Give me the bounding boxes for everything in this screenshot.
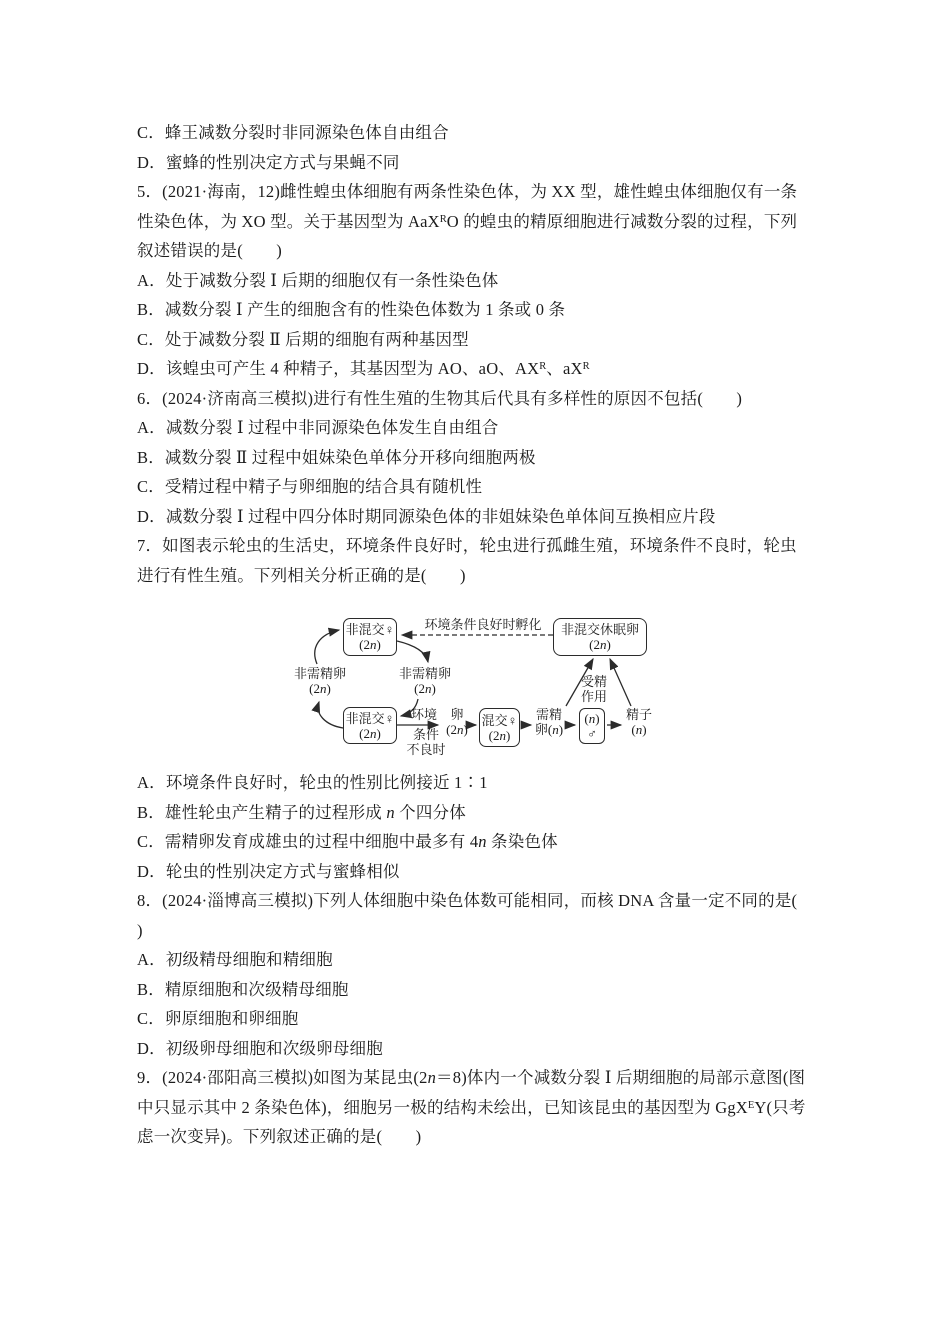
text-run: 5．(2021·海南，12)雌性蝗虫体细胞有两条性染色体，为 XX 型，雄性蝗虫体细胞仅有一条	[137, 182, 798, 201]
text-run: C．蜂王减数分裂时非同源染色体自由组合	[137, 123, 449, 142]
label-unfertilized-egg-mid	[399, 666, 451, 696]
q8-stem-line1	[137, 886, 950, 916]
label-text-line	[406, 727, 445, 742]
text-run: 非需精卵	[398, 666, 452, 681]
text-run: 环境	[410, 707, 438, 722]
label-hatch-when-good	[424, 617, 541, 632]
text-run: (2	[446, 722, 457, 737]
superscript-allele: R	[539, 361, 547, 372]
q6-stem	[137, 384, 950, 414]
text-run: 条染色体	[486, 832, 558, 851]
text-run: )	[326, 681, 331, 696]
q7-stem-line2	[137, 561, 950, 591]
label-text-line	[446, 722, 468, 737]
text-run: 中只显示其中 2 条染色体)，细胞另一极的结构未绘出，已知该昆虫的基因型为 GgX	[137, 1097, 748, 1117]
text-run: A．环境条件良好时，轮虫的性别比例接近 1∶1	[137, 773, 488, 792]
italic-variable: n	[319, 681, 327, 696]
text-run: 环境条件良好时孵化	[424, 617, 542, 632]
text-run: 8．(2024·淄博高三模拟)下列人体细胞中染色体数可能相同，而核 DNA 含量一定不同的是(	[137, 891, 798, 910]
text-run: (	[584, 711, 589, 726]
q9-stem-line1	[137, 1063, 950, 1093]
text-run: 卵	[450, 707, 464, 722]
q5-stem-line1	[137, 177, 950, 207]
text-run: 非需精卵	[293, 666, 347, 681]
text-run: ＝8)体内一个减数分裂 Ⅰ 后期细胞的局部示意图(图	[436, 1068, 806, 1087]
box-text-line	[580, 711, 604, 726]
q5-option-b	[137, 295, 950, 325]
italic-variable: n	[386, 802, 395, 822]
text-run: C．处于减数分裂 Ⅱ 后期的细胞有两种基因型	[137, 329, 469, 349]
text-run: 卵(	[534, 722, 553, 737]
q5-option-c	[137, 325, 950, 355]
q8-option-a	[137, 945, 950, 975]
text-run: 7．如图表示轮虫的生活史，环境条件良好时，轮虫进行孤雌生殖，环境条件不良时，轮虫	[137, 536, 797, 555]
text-run: D．该蝗虫可产生 4 种精子，其基因型为 AO、aO、AX	[137, 359, 540, 378]
label-env-bad-top	[411, 707, 437, 722]
q7-option-c	[137, 827, 950, 857]
q9-stem-line2	[137, 1093, 950, 1123]
text-block-bottom	[137, 768, 950, 1152]
text-run: Y(只考	[754, 1097, 806, 1117]
text-run: 作用	[580, 689, 608, 704]
rotifer-life-cycle-figure	[137, 590, 950, 768]
q5-stem-line2	[137, 207, 950, 237]
q6-option-c	[137, 472, 950, 502]
text-run: A．初级精母细胞和精细胞	[137, 950, 333, 969]
text-run: (2	[414, 681, 425, 696]
box-text-line	[580, 726, 604, 741]
q8-stem-line2	[137, 916, 950, 946]
label-fertilization	[581, 674, 607, 704]
superscript-allele: E	[747, 1099, 755, 1111]
text-run: B．精原细胞和次级精母细胞	[137, 979, 349, 999]
text-run: )	[606, 637, 611, 652]
text-run: (2	[359, 637, 370, 652]
label-text-line	[294, 681, 346, 696]
italic-variable: n	[457, 722, 464, 737]
box-text-line	[480, 713, 519, 728]
box-mixing-female	[479, 708, 520, 747]
q5-option-a	[137, 266, 950, 296]
text-run: (2	[488, 727, 500, 743]
box-nonmixing-female-top	[343, 618, 397, 656]
text-run: 受精	[580, 674, 608, 689]
label-text-line	[626, 722, 652, 737]
label-text-line	[626, 707, 652, 722]
q5-option-d	[137, 354, 950, 384]
text-run: 非混交休眠卵	[560, 622, 639, 637]
text-run: (	[631, 722, 636, 737]
label-text-line	[294, 666, 346, 681]
italic-variable: n	[370, 725, 377, 741]
text-run: )	[431, 681, 436, 696]
italic-variable: n	[552, 722, 559, 737]
text-run: 叙述错误的是( )	[137, 241, 282, 260]
text-run: D．蜜蜂的性别决定方式与果蝇不同	[137, 152, 400, 172]
label-text-line	[446, 707, 468, 722]
label-text-line	[581, 674, 607, 689]
text-block-top	[137, 118, 950, 590]
text-run: C．需精卵发育成雄虫的过程中细胞中最多有 4	[137, 832, 479, 851]
diagram-canvas	[285, 610, 675, 766]
q7-option-a	[137, 768, 950, 798]
box-text-line	[344, 711, 396, 726]
box-nonmixing-dormant-egg	[553, 618, 647, 656]
q7-option-b	[137, 798, 950, 828]
label-text-line	[411, 707, 437, 722]
italic-variable: n	[600, 637, 607, 652]
label-text-line	[424, 617, 541, 632]
q4-option-d	[137, 148, 950, 178]
label-text-line	[399, 681, 451, 696]
box-text-line	[344, 637, 396, 652]
text-run: 虑一次变异)。下列叙述正确的是( )	[137, 1127, 422, 1146]
arrow-leftegg-to-topfemale	[315, 630, 339, 664]
text-run: 6．(2024·济南高三模拟)进行有性生殖的生物其后代具有多样性的原因不包括( )	[137, 388, 743, 408]
text-run: ♂	[587, 726, 597, 741]
q7-option-d	[137, 857, 950, 887]
superscript-allele: R	[439, 213, 447, 225]
italic-variable: n	[478, 832, 487, 851]
label-sperm	[626, 707, 652, 737]
text-run: B．减数分裂 Ⅱ 过程中姐妹染色单体分开移向细胞两极	[137, 447, 536, 467]
q6-option-d	[137, 502, 950, 532]
text-run: D．初级卵母细胞和次级卵母细胞	[137, 1038, 383, 1058]
text-run: 条件	[412, 727, 440, 742]
text-run: B．减数分裂 Ⅰ 产生的细胞含有的性染色体数为 1 条或 0 条	[137, 300, 566, 319]
text-run: 性染色体，为 XO 型。关于基因型为 AaX	[137, 211, 440, 231]
arrow-bottomfemale-to-leftegg	[318, 702, 343, 728]
text-run: )	[463, 722, 468, 737]
text-run: )	[506, 727, 511, 743]
box-text-line	[344, 622, 396, 637]
text-run: )	[642, 722, 647, 737]
q6-option-a	[137, 413, 950, 443]
box-nonmixing-female-bottom	[343, 707, 397, 744]
text-run: )	[376, 637, 381, 652]
italic-variable: n	[424, 681, 432, 696]
label-text-line	[535, 707, 563, 722]
box-text-line	[480, 728, 519, 743]
label-egg-needs-sperm	[535, 707, 563, 737]
text-run: D．轮虫的性别决定方式与蜜蜂相似	[137, 861, 400, 881]
q4-option-c	[137, 118, 950, 148]
label-text-line	[581, 689, 607, 704]
text-run: (2	[359, 725, 370, 741]
italic-variable: n	[370, 637, 377, 652]
italic-variable: n	[635, 722, 643, 737]
label-egg-2n	[446, 707, 468, 737]
text-run: 不良时	[406, 742, 446, 757]
text-run: A．减数分裂 Ⅰ 过程中非同源染色体发生自由组合	[137, 418, 499, 437]
q8-option-b	[137, 975, 950, 1005]
text-run: A．处于减数分裂 Ⅰ 后期的细胞仅有一条性染色体	[137, 270, 499, 290]
text-run: 非混交♀	[345, 622, 395, 637]
text-run: 精子	[625, 707, 653, 722]
text-run: 个四分体	[394, 802, 466, 822]
italic-variable: n	[499, 727, 506, 743]
text-run: C．受精过程中精子与卵细胞的结合具有随机性	[137, 477, 483, 496]
label-unfertilized-egg-left	[294, 666, 346, 696]
q6-option-b	[137, 443, 950, 473]
q8-option-d	[137, 1034, 950, 1064]
text-run: 9．(2024·邵阳高三模拟)如图为某昆虫(2	[137, 1068, 428, 1087]
text-run: )	[558, 722, 564, 737]
text-run: D．减数分裂 Ⅰ 过程中四分体时期同源染色体的非姐妹染色单体间互换相应片段	[137, 506, 716, 526]
arrow-fertilization-right	[610, 659, 631, 706]
label-text-line	[406, 742, 445, 757]
box-text-line	[554, 622, 646, 637]
box-text-line	[554, 637, 646, 652]
label-env-bad-bottom	[406, 727, 445, 757]
text-run: 需精	[535, 707, 562, 722]
italic-variable: n	[588, 711, 596, 726]
box-male	[579, 708, 605, 744]
text-run: )	[376, 725, 381, 741]
text-run: (2	[309, 681, 320, 696]
q5-stem-line3	[137, 236, 950, 266]
text-run: (2	[589, 637, 600, 652]
text-run: )	[137, 920, 143, 940]
box-text-line	[344, 726, 396, 741]
text-run: C．卵原细胞和卵细胞	[137, 1009, 299, 1028]
superscript-allele: R	[582, 361, 590, 372]
q9-stem-line3	[137, 1122, 950, 1152]
q8-option-c	[137, 1004, 950, 1034]
text-run: 进行有性生殖。下列相关分析正确的是( )	[137, 565, 466, 585]
text-run: 非混交♀	[345, 710, 395, 726]
label-text-line	[399, 666, 451, 681]
arrow-topfemale-to-midegg	[397, 641, 428, 662]
text-run: B．雄性轮虫产生精子的过程形成	[137, 802, 387, 822]
text-run: 、aX	[546, 359, 583, 378]
label-text-line	[535, 722, 563, 737]
text-run: 混交♀	[481, 712, 518, 728]
text-run: O 的蝗虫的精原细胞进行减数分裂的过程，下列	[446, 211, 798, 231]
italic-variable: n	[427, 1068, 437, 1087]
q7-stem-line1	[137, 531, 950, 561]
text-run: )	[595, 711, 600, 726]
